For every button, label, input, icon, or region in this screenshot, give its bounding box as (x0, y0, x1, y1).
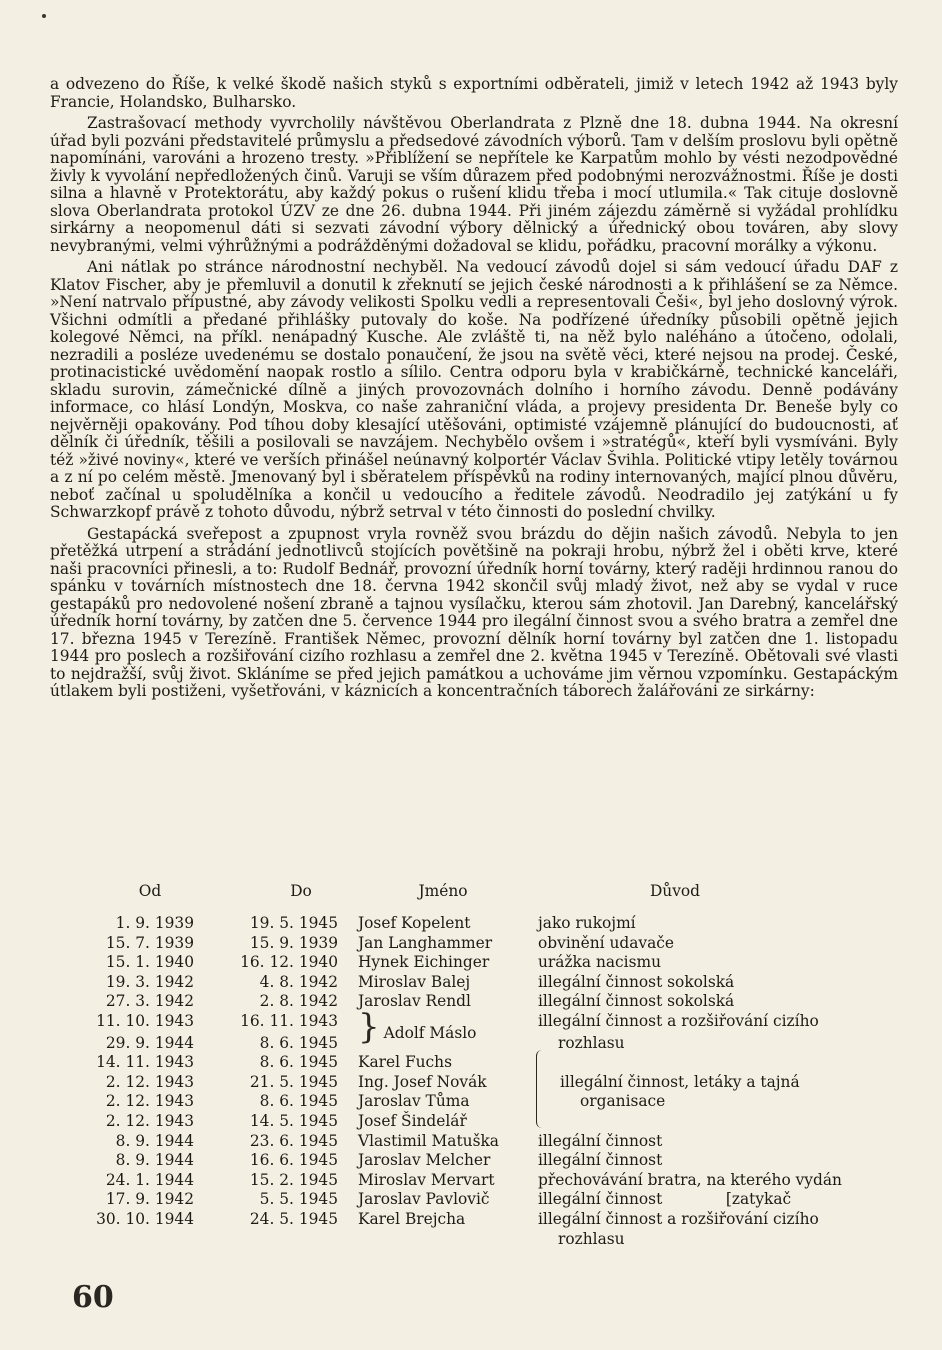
reason-continuation: organisace (580, 1092, 666, 1111)
cell-do: 23. 6. 1945 (249, 1131, 338, 1150)
cell-od: 2. 12. 1943 (105, 1111, 194, 1130)
cell-reason: urážka nacismu (538, 953, 661, 972)
table-row (56, 1151, 902, 1171)
reason-continuation: rozhlasu (558, 1033, 625, 1052)
reason-continuation: rozhlasu (558, 1229, 625, 1248)
table-row (56, 992, 902, 1012)
cell-name: Karel Fuchs (358, 1053, 452, 1072)
cell-od: 2. 12. 1943 (105, 1092, 194, 1111)
cell-do: 16. 11. 1943 (240, 1011, 338, 1030)
cell-reason: illegální činnost sokolská (538, 972, 735, 991)
cell-reason: obvinění udavače (538, 933, 675, 952)
ink-speck (42, 14, 46, 18)
cell-do: 2. 8. 1942 (259, 992, 338, 1011)
cell-reason: přechovávání bratra, na kterého vydán (538, 1170, 842, 1189)
cell-do (204, 1230, 358, 1250)
cell-reason: illegální činnost (538, 1151, 663, 1170)
cell-od: 29. 9. 1944 (105, 1033, 194, 1052)
cell-do: 24. 5. 1945 (249, 1209, 338, 1228)
table-row (56, 1034, 902, 1054)
paragraph: Zastrašovací methody vyvrcholily návštěvou Oberlandrata z Plzně dne 18. dubna 1944. Na okresní úřad byli pozváni představitelé průmyslu a předsedové závodních výborů. Tam v delším proslovu byli opětně napomínáni, varováni a hrozeno tresty. »Přiblížení se nepřítele ke Karpatům mohlo by vésti nezodpovědné živly k vyvolání nepředložených činů. Varuji se vším důrazem před podobnými nerozvážnostmi. Říše je dosti silna a hlavně v Protektorátu, aby každý pokus o rušení klidu třeba i mocí utlumila.« Tak cituje doslovně slova Oberlandrata protokol ÚZV ze dne 26. dubna 1944. Při jiném zájezdu záměrně si vyžádal prohlídku sirkárny a neopomenul dáti si sezvati závodní výbory dělnický a úřednický obou továren, aby slovy nevybranými, velmi výhrůžnými a podrážděnými dožadoval se klidu, pořádku, pracovní morálky a výkonu. (50, 114, 898, 255)
cell-od: 15. 1. 1940 (105, 953, 194, 972)
cell-od: 17. 9. 1942 (105, 1190, 194, 1209)
table-row (56, 1112, 902, 1132)
cell-reason: jako rukojmí (538, 914, 636, 932)
cell-do: 14. 5. 1945 (249, 1111, 338, 1130)
reason-text: illegální činnost, letáky a tajná (560, 1072, 800, 1091)
cell-reason (528, 1053, 902, 1073)
cell-name: Ing. Josef Novák (358, 1072, 487, 1091)
cell-od: 8. 9. 1944 (115, 1151, 194, 1170)
column-header-od: Od (138, 882, 162, 900)
cell-od: 19. 3. 1942 (105, 972, 194, 991)
persecuted-table (56, 882, 902, 1249)
cell-name: Miroslav Mervart (358, 1170, 495, 1189)
cell-name: Jan Langhammer (358, 933, 493, 952)
name-text: Adolf Máslo (383, 1023, 477, 1042)
cell-od: 30. 10. 1944 (96, 1209, 194, 1228)
cell-do: 15. 9. 1939 (249, 933, 338, 952)
cell-od: 15. 7. 1939 (105, 933, 194, 952)
cell-od: 1. 9. 1939 (115, 914, 194, 932)
cell-name: Vlastimil Matuška (358, 1131, 499, 1150)
cell-do: 5. 5. 1945 (259, 1190, 338, 1209)
cell-reason (528, 1034, 902, 1054)
table-row (56, 1012, 902, 1034)
paragraph: Ani nátlak po stránce národnostní nechyběl. Na vedoucí závodů dojel si sám vedoucí úřadu DAF z Klatov Fischer, aby je přemluvil a donutil k zřeknutí se jejich české národnosti a k přihlášení se za Němce. »Není natrvalo přípustné, aby závody velikosti Spolku vedli a representovali Češi«, byl jeho doslovný výrok. Všichni odmítli a předané přihlášky putovaly do koše. Na podřízené úředníky působili opětně jejich kolegové Němci, na příkl. nenápadný Kusche. Ale zvláště ti, na něž bylo naléháno a útočeno, odolali, nezradili a posléze uvedenému se dostalo ponaučení, že jsou na světě věci, které nejsou na prodej. České, protinacistické uvědomění naopak rostlo a sílilo. Centra odporu byla v krabičkárně, technické kanceláři, skladu surovin, zámečnické dílně a jiných provozovnách dolního i horního závodu. Denně podávány informace, co hlásí Londýn, Moskva, co naše zahraniční vláda, a projevy presidenta Dr. Beneše byly co nejvěrněji opakovány. Pod tíhou doby klesající utěšováni, optimisté vzájemně plánující do budoucnosti, ať dělník či úředník, těšili a posilovali se navzájem. Nechybělo ovšem i »stratégů«, kteří byli vysmíváni. Byly též »živé noviny«, které ve verších přinášel neúnavný kolportér Václav Švihla. Politické vtipy letěly továrnou a z ní po celém městě. Jmenovaný byl i sběratelem příspěvků na rodiny internovaných, mající plnou důvěru, neboť začínal u spoludělníka a končil u vedoucího a ředitele závodů. Neodradilo jej zatýkání u fy Schwarzkopf právě z tohoto důvodu, nýbrž setrval v této činnosti do poslední chvilky. (50, 258, 898, 521)
cell-name (358, 1230, 528, 1250)
cell-do: 8. 6. 1945 (259, 1092, 338, 1111)
column-header-reason: Důvod (649, 882, 701, 900)
cell-od: 8. 9. 1944 (115, 1131, 194, 1150)
cell-name: Jaroslav Tůma (358, 1092, 470, 1111)
cell-do: 19. 5. 1945 (249, 914, 338, 932)
cell-od: 27. 3. 1942 (105, 992, 194, 1011)
cell-name: Josef Šindelář (358, 1111, 467, 1130)
cell-od: 14. 11. 1943 (96, 1053, 194, 1072)
column-header-name: Jméno (418, 882, 468, 900)
cell-name: Hynek Eichinger (358, 953, 490, 972)
table-row (56, 1230, 902, 1250)
cell-do: 15. 2. 1945 (249, 1170, 338, 1189)
table-row (56, 1190, 902, 1210)
cell-name: Karel Brejcha (358, 1209, 466, 1228)
table-row (56, 953, 902, 973)
cell-od: 11. 10. 1943 (96, 1011, 194, 1030)
cell-name: Josef Kopelent (358, 914, 471, 932)
cell-od: 24. 1. 1944 (105, 1170, 194, 1189)
cell-do: 8. 6. 1945 (259, 1053, 338, 1072)
table-row (56, 1171, 902, 1191)
column-header-do: Do (290, 882, 312, 900)
body-text (50, 76, 898, 705)
table-row (56, 914, 902, 934)
table-row (56, 1092, 902, 1112)
table-row (56, 1053, 902, 1073)
cell-do: 8. 6. 1945 (259, 1033, 338, 1052)
table-header-row (56, 882, 902, 914)
table-row (56, 1132, 902, 1152)
cell-reason (528, 1112, 902, 1132)
table-row (56, 973, 902, 993)
cell-do: 21. 5. 1945 (249, 1072, 338, 1091)
cell-name: Miroslav Balej (358, 972, 471, 991)
cell-reason (528, 1073, 902, 1093)
cell-od (56, 1230, 204, 1250)
cell-od: 2. 12. 1943 (105, 1072, 194, 1091)
cell-do: 16. 12. 1940 (240, 953, 338, 972)
paragraph: Gestapácká sveřepost a zpupnost vryla rovněž svou brázdu do dějin našich závodů. Nebyla to jen přetěžká utrpení a strádání jednotlivců stojících povětšině na pokraji hrobu, nýbrž žel i oběti krve, které naši pracovníci přinesli, a to: Rudolf Bednář, provozní úředník horní továrny, který raději hrdinnou ranou do spánku v továrních místnostech dne 18. června 1942 skončil svůj mladý život, než aby se vydal v ruce gestapáků pro nedovolené nošení zbraně a tajnou vysílačku, kterou sám zhotovil. Jan Darebný, kancelářský úředník horní továrny, by zatčen dne 5. července 1944 pro ilegální činnost svou a svého bratra a zemřel dne 17. března 1945 v Terezíně. František Němec, provozní dělník horní továrny byl zatčen dne 1. listopadu 1944 pro poslech a rozšiřování cizího rozhlasu a zemřel dne 2. května 1945 v Terezíně. Obětovali své vlasti to nejdražší, svůj život. Skláníme se před jejich památkou a uchováme jim věrnou vzpomínku. Gestapáckým útlakem byli postiženi, vyšetřováni, v káznicích a koncentračních táborech žalářováni ze sirkárny: (50, 524, 898, 700)
cell-reason: illegální činnost [zatykač (538, 1190, 792, 1209)
paragraph: a odvezeno do Říše, k velké škodě našich styků s exportními odběrateli, jimiž v letech 1942 až 1943 byly Francie, Holandsko, Bulharsko. (50, 75, 898, 111)
cell-name: Jaroslav Melcher (358, 1151, 491, 1170)
cell-name (358, 1006, 528, 1047)
table-row (56, 1073, 902, 1093)
table-row (56, 1210, 902, 1230)
cell-reason (528, 1230, 902, 1250)
cell-reason: illegální činnost a rozšiřování cizího (538, 1209, 819, 1228)
cell-reason: illegální činnost (538, 1131, 663, 1150)
group-bracket (536, 1050, 543, 1128)
cell-reason: illegální činnost a rozšiřování cizího (538, 1011, 819, 1030)
cell-do: 4. 8. 1942 (259, 972, 338, 991)
brace-left: } (358, 1006, 380, 1047)
cell-name: Jaroslav Pavlovič (358, 1190, 490, 1209)
page-number: 60 (72, 1280, 114, 1315)
cell-reason: illegální činnost sokolská (538, 992, 735, 1011)
cell-reason (528, 1092, 902, 1112)
cell-do: 16. 6. 1945 (249, 1151, 338, 1170)
cell-name: Jaroslav Rendl (358, 992, 471, 1011)
table-row (56, 934, 902, 954)
